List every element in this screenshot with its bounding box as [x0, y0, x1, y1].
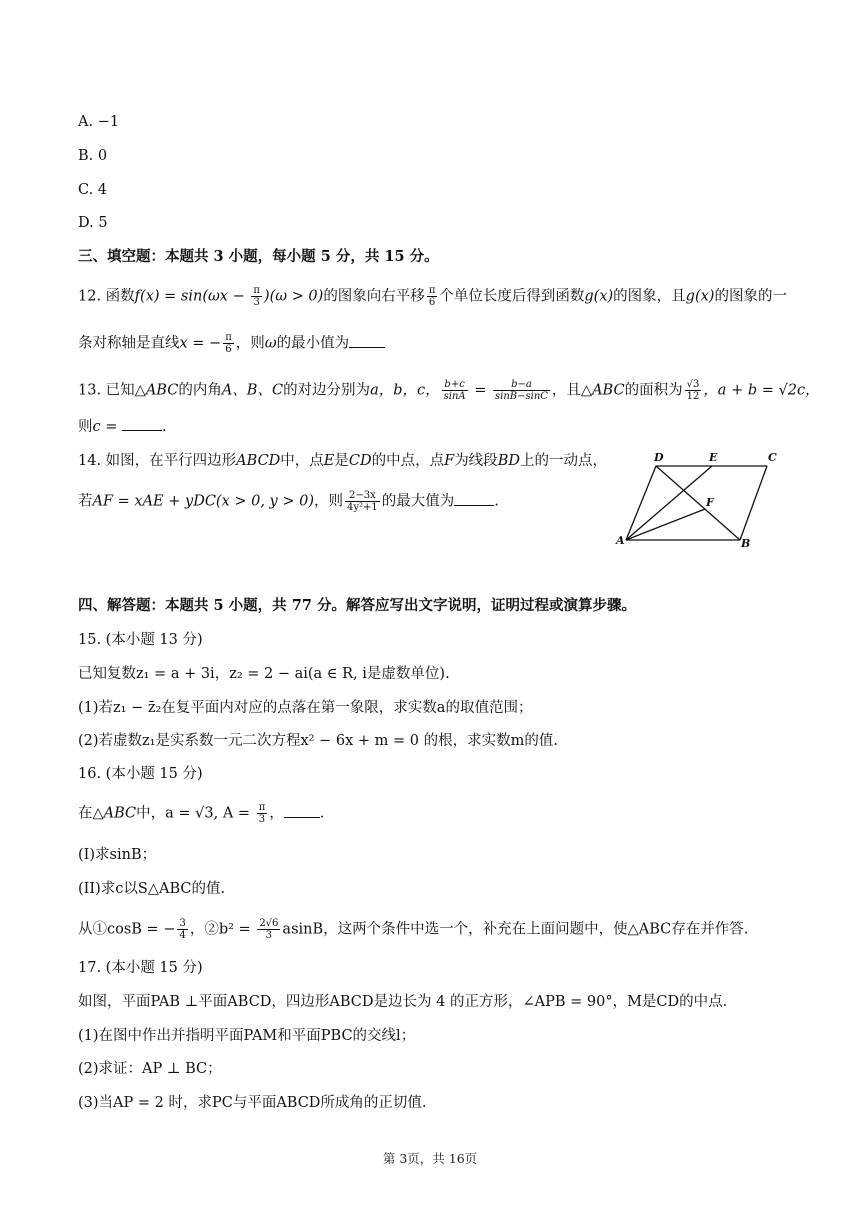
q12-g: g(x): [685, 288, 715, 305]
q14-text: .: [494, 493, 499, 510]
q12-text: 个单位长度后得到函数: [439, 288, 585, 305]
q13-c: c =: [92, 419, 122, 435]
numerator: π: [258, 802, 266, 813]
denominator: 4y²+1: [347, 502, 378, 513]
edge-cb: [740, 466, 767, 540]
q13-text: 13. 已知△: [78, 382, 146, 399]
q13-text: ，且△: [551, 382, 593, 399]
q16-text: 在△: [78, 805, 104, 822]
q13-fraction-2: [493, 379, 550, 402]
q16-abc: ABC: [103, 805, 137, 822]
label-b: B: [741, 537, 751, 550]
q14-text: 是: [334, 453, 349, 469]
q13-text: 的内角: [178, 382, 222, 399]
question-16-part-1: (I)求sinB；: [78, 847, 157, 863]
numerator: π: [225, 332, 232, 343]
question-14-line-1: [78, 451, 607, 471]
q12-fraction-pi-6: [223, 332, 234, 355]
question-17-part-1: (1)在图中作出并指明平面PAM和平面PBC的交线l；: [78, 1028, 416, 1044]
section-3-heading: 三、填空题：本题共 3 小题，每小题 5 分，共 15 分。: [78, 248, 439, 265]
q12-omega-cond: )(ω > 0): [263, 288, 324, 305]
q12-text: 的最小值为: [276, 335, 350, 352]
q14-e: E: [323, 453, 335, 469]
q16-text: 从①cosB = −: [78, 921, 176, 938]
q14-text: 为线段: [454, 453, 498, 469]
q13-triangle: ABC: [145, 382, 179, 399]
denominator: 3: [265, 930, 273, 941]
question-17-title: 17. (本小题 15 分): [78, 960, 203, 976]
denominator: 3: [258, 814, 266, 825]
question-17-part-2: (2)求证：AP ⊥ BC；: [78, 1061, 222, 1077]
question-17-part-3: (3)当AP = 2 时，求PC与平面ABCD所成角的正切值.: [78, 1095, 427, 1111]
option-b: B. 0: [78, 148, 108, 164]
q16-text: ，: [269, 805, 284, 822]
question-15-part-1: (1)若z₁ − z̄₂在复平面内对应的点落在第一象限，求实数a的取值范围；: [78, 700, 533, 716]
segment-af: [626, 509, 705, 540]
numerator: 2√6: [259, 918, 279, 929]
denominator: 3: [253, 297, 260, 308]
q13-text: 则: [78, 419, 93, 435]
numerator: π: [428, 285, 436, 296]
question-12-line-1: [78, 285, 787, 308]
question-16-part-2: (II)求c以S△ABC的值.: [78, 881, 226, 897]
q16-text: ，②b² =: [189, 921, 256, 938]
numerator: b−a: [493, 379, 550, 391]
label-a: A: [616, 534, 625, 547]
q12-text: 12. 函数: [78, 288, 135, 305]
question-16-title: 16. (本小题 15 分): [78, 766, 203, 782]
q12-text: 的图象向右平移: [323, 288, 425, 305]
q16-text: .: [319, 805, 325, 822]
numerator: √3: [686, 379, 700, 390]
q14-text: 的最大值为: [381, 493, 455, 510]
question-13-line-1: [78, 379, 820, 402]
q14-abcd: ABCD: [236, 453, 281, 469]
numerator: 3: [179, 918, 186, 929]
question-16-stem: [78, 802, 324, 825]
numerator: b+c: [442, 379, 468, 391]
denominator: 12: [686, 391, 700, 402]
label-e: E: [709, 451, 718, 464]
q14-text: 14. 如图，在平行四边形: [78, 453, 237, 469]
label-f: F: [706, 496, 714, 509]
option-c: C. 4: [78, 182, 108, 198]
q16-text: asinB，这两个条件中选一个，补充在上面问题中，使△ABC存在并作答.: [282, 921, 749, 938]
q12-text: ，则: [235, 335, 265, 352]
q14-vector-eq: AF = xAE + yDC(x > 0, y > 0): [92, 493, 315, 510]
denominator: 6: [225, 344, 232, 355]
q14-bd: BD: [497, 453, 520, 469]
answer-blank: [122, 416, 162, 431]
denominator: 4: [179, 930, 186, 941]
q12-fraction-pi-6: [427, 285, 438, 308]
question-15-stem: 已知复数z₁ = a + 3i，z₂ = 2 − ai(a ∈ R, i是虚数单位).: [78, 666, 450, 682]
parallelogram-figure: [612, 450, 787, 550]
q12-g: g(x): [584, 288, 614, 305]
q13-fraction-3: [685, 379, 702, 402]
q12-fraction-pi-3: [251, 285, 262, 308]
q14-text: 中，点: [280, 453, 324, 469]
question-15-part-2: (2)若虚数z₁是实系数一元二次方程x² − 6x + m = 0 的根，求实数m的值.: [78, 733, 558, 749]
q13-text: 的对边分别为: [283, 382, 371, 399]
q14-text: 若: [78, 493, 93, 510]
answer-blank: [454, 491, 494, 506]
question-12-line-2: [78, 332, 385, 355]
q12-omega: ω: [264, 335, 277, 352]
q13-sides: a，b，c，: [370, 382, 440, 399]
denominator: 6: [428, 297, 436, 308]
q13-fraction-1: [442, 379, 468, 402]
q14-cd: CD: [348, 453, 372, 469]
q14-text: 上的一动点，: [519, 453, 607, 469]
q12-text: 条对称轴是直线: [78, 335, 180, 352]
q12-text: 的图象的一: [714, 288, 787, 305]
numerator: π: [253, 285, 260, 296]
answer-blank: [284, 803, 320, 818]
q16-fraction-pi-3: [257, 802, 268, 825]
question-17-stem: 如图，平面PAB ⊥平面ABCD，四边形ABCD是边长为 4 的正方形，∠APB = 90°，M是CD的中点.: [78, 994, 728, 1010]
q13-eq: =: [469, 382, 491, 399]
q16-fraction-3-4: [177, 918, 187, 941]
edge-ad: [626, 466, 656, 540]
q13-condition: ，a + b = √2c，: [703, 382, 820, 399]
q12-axis: x = −: [179, 335, 222, 352]
numerator: 2−3x: [345, 490, 380, 502]
q16-fraction-2sqrt6-3: [257, 918, 280, 941]
page-number: 第 3页，共 16页: [382, 1151, 478, 1166]
option-a: A. −1: [78, 114, 120, 130]
q14-text: 的中点，点: [371, 453, 445, 469]
q14-fraction: [345, 490, 380, 513]
question-13-line-2: [78, 416, 167, 437]
q13-triangle: ABC: [592, 382, 625, 399]
question-14-line-2: [78, 490, 499, 513]
question-15-title: 15. (本小题 13 分): [78, 632, 203, 648]
q13-text: .: [162, 419, 167, 435]
option-d: D. 5: [78, 215, 108, 231]
denominator: sinB−sinC: [495, 391, 548, 402]
q12-text: 的图象，且: [613, 288, 686, 305]
q13-text: 的面积为: [624, 382, 683, 399]
q12-function: f(x) = sin(ωx −: [134, 288, 250, 305]
answer-blank: [349, 333, 385, 348]
q14-f: F: [444, 453, 455, 469]
q16-text: 中，a = √3, A =: [136, 805, 255, 822]
q14-text: ，则: [314, 493, 344, 510]
question-16-choose: [78, 918, 748, 941]
section-4-heading: 四、解答题：本题共 5 小题，共 77 分。解答应写出文字说明，证明过程或演算步骤。: [78, 597, 636, 614]
label-c: C: [768, 451, 777, 464]
q13-angles: A、B、C: [221, 382, 284, 399]
label-d: D: [654, 451, 664, 464]
denominator: sinA: [443, 391, 466, 402]
